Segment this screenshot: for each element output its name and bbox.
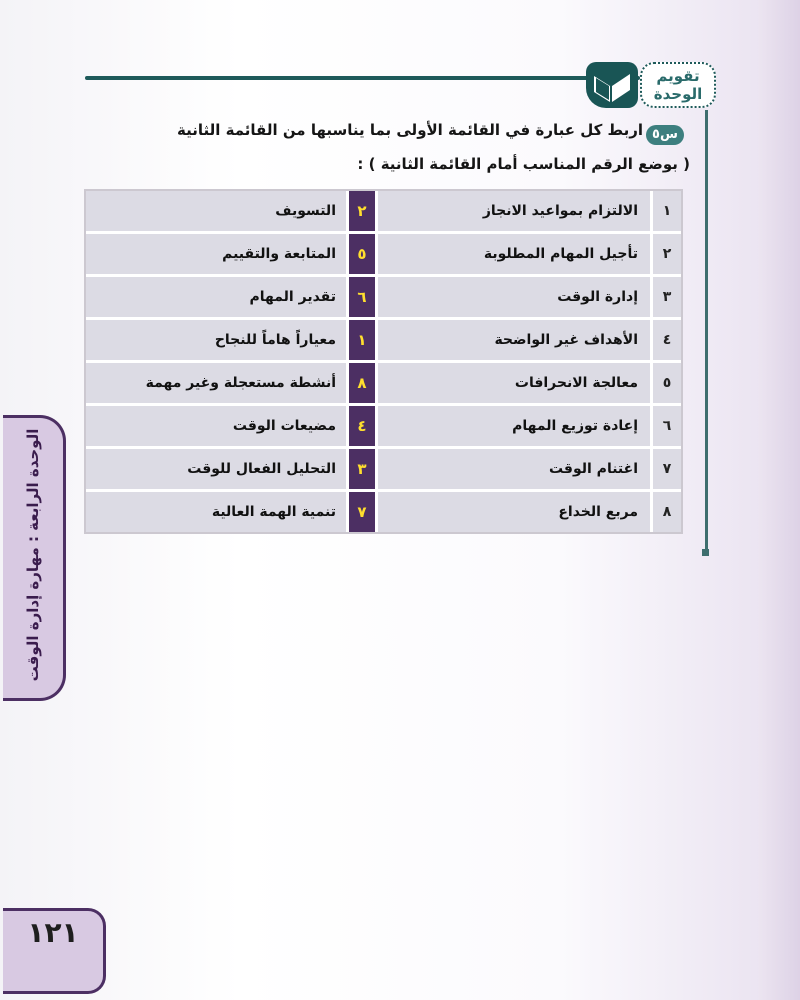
question-number-badge: س٥ <box>646 125 684 145</box>
unit-evaluation-badge <box>640 62 716 108</box>
table-row <box>86 320 681 363</box>
table-row <box>86 234 681 277</box>
list-b-item: التحليل الفعال للوقت <box>86 449 349 489</box>
table-row <box>86 363 681 406</box>
list-b-number: ٤ <box>349 406 375 446</box>
list-b-number: ٣ <box>349 449 375 489</box>
list-b-item: التسويف <box>86 191 349 231</box>
list-b-number: ٨ <box>349 363 375 403</box>
section-top-rule <box>85 76 640 80</box>
list-a-item: الأهداف غير الواضحة <box>375 320 653 360</box>
list-b-number: ٢ <box>349 191 375 231</box>
table-row <box>86 492 681 532</box>
list-b-item: تنمية الهمة العالية <box>86 492 349 532</box>
list-a-number: ٢ <box>653 234 681 274</box>
list-a-item: اغتنام الوقت <box>375 449 653 489</box>
list-a-item: مربع الخداع <box>375 492 653 532</box>
list-a-item: تأجيل المهام المطلوبة <box>375 234 653 274</box>
list-b-item: مضيعات الوقت <box>86 406 349 446</box>
list-b-number: ٧ <box>349 492 375 532</box>
section-vertical-rule <box>705 110 708 555</box>
page-number: ١٢١ <box>27 916 79 949</box>
list-a-number: ٤ <box>653 320 681 360</box>
matching-table <box>84 189 683 534</box>
list-b-item: أنشطة مستعجلة وغير مهمة <box>86 363 349 403</box>
table-row <box>86 277 681 320</box>
question-instruction: اربط كل عبارة في القائمة الأولى بما يناسبها من القائمة الثانية <box>177 121 643 139</box>
right-margin-strip <box>758 0 800 1000</box>
list-b-item: معياراً هاماً للنجاح <box>86 320 349 360</box>
list-a-number: ٦ <box>653 406 681 446</box>
list-a-number: ٨ <box>653 492 681 532</box>
list-a-number: ٥ <box>653 363 681 403</box>
list-b-number: ١ <box>349 320 375 360</box>
list-a-number: ١ <box>653 191 681 231</box>
table-row <box>86 406 681 449</box>
table-row <box>86 449 681 492</box>
list-b-item: المتابعة والتقييم <box>86 234 349 274</box>
chapter-side-tab-label: الوحدة الرابعة : مهارة إدارة الوقت <box>24 428 42 682</box>
badge-line-1: تقويم <box>656 67 700 85</box>
list-a-number: ٣ <box>653 277 681 317</box>
list-a-item: الالتزام بمواعيد الانجاز <box>375 191 653 231</box>
list-b-item: تقدير المهام <box>86 277 349 317</box>
list-a-item: معالجة الانحرافات <box>375 363 653 403</box>
list-b-number: ٥ <box>349 234 375 274</box>
list-a-item: إعادة توزيع المهام <box>375 406 653 446</box>
table-row <box>86 191 681 234</box>
list-b-number: ٦ <box>349 277 375 317</box>
book-icon <box>586 62 638 108</box>
list-a-item: إدارة الوقت <box>375 277 653 317</box>
list-a-number: ٧ <box>653 449 681 489</box>
question-instruction-note: ( بوضع الرقم المناسب أمام القائمة الثانية ) : <box>357 155 690 173</box>
badge-line-2: الوحدة <box>653 85 703 103</box>
